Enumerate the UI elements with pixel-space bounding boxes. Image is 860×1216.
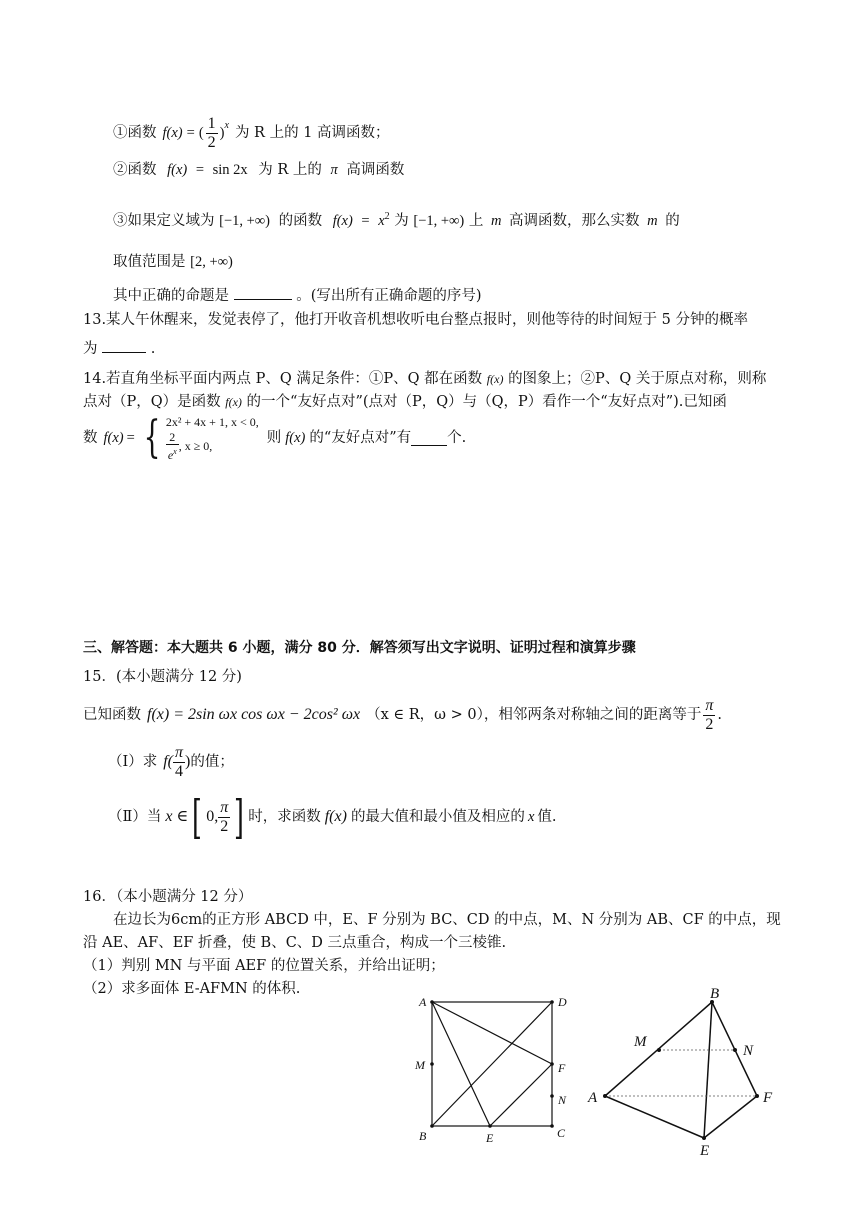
pyramid-figure (580, 980, 790, 1160)
q16-line-1: 在边长为6cm的正方形 ABCD 中，E、F 分别为 BC、CD 的中点，M、N 分别为 AB、CF 的中点，现 (113, 912, 781, 928)
x-base: x (378, 212, 385, 229)
q15-part-1-prefix: （Ⅰ）求 (108, 754, 158, 770)
equals: = (361, 212, 370, 229)
q13-line1: 13.某人午休醒来，发觉表停了，他打开收音机想收听电台整点报时，则他等待的时间短于 5 分钟的概率 (83, 312, 748, 328)
label-C: C (557, 1126, 566, 1140)
fraction-numerator: π (705, 696, 714, 714)
label-B: B (710, 986, 720, 1002)
label-F: F (558, 1061, 566, 1075)
label-B: B (419, 1129, 427, 1143)
point-D (550, 1000, 554, 1004)
q14-line3 (83, 414, 466, 462)
point-B (430, 1124, 434, 1128)
bracket-close: ] (234, 790, 245, 844)
sin2x-expr: sin 2x (212, 162, 248, 178)
item-3-text-e: 高调函数，那么实数 (509, 212, 640, 229)
cases-brace: { (143, 412, 161, 463)
piecewise-cases (166, 414, 259, 462)
label-M: M (415, 1058, 425, 1072)
item-2-prefix: ②函数 (113, 162, 157, 178)
edge-BE (704, 1002, 712, 1138)
item-3-range-label: 取值范围是 (113, 254, 186, 270)
item-3-prefix: ③如果定义域为 (113, 212, 215, 229)
pi-over-2 (703, 697, 715, 734)
q14-line3-d: 个. (447, 430, 467, 446)
interval-start: 0, (206, 808, 219, 825)
q13-prefix: 为 (83, 341, 98, 357)
fx-expr: f(x) (167, 162, 188, 178)
fraction-denominator: 4 (175, 762, 184, 780)
fx-expr: f(x) (162, 125, 183, 141)
square-figure (405, 990, 585, 1150)
item-2-middle: 为 R 上的 (258, 162, 322, 178)
domain-interval: [−1, +∞) (219, 212, 270, 229)
item-1-prefix: ①函数 (113, 125, 157, 141)
fraction-denominator: 2 (207, 133, 216, 151)
case-1: 2x² + 4x + 1, x < 0, (165, 415, 259, 429)
equals: = (126, 430, 135, 446)
x-in: x ∈ (165, 808, 189, 825)
point-M (430, 1062, 434, 1066)
fraction-denominator: 2 (705, 715, 714, 733)
label-E: E (700, 1143, 710, 1159)
fx-expr: f(x) (103, 430, 124, 446)
segment-BD (432, 1002, 552, 1126)
point-C (550, 1124, 554, 1128)
segment-EF (490, 1064, 552, 1126)
two-over-ex (166, 430, 179, 462)
item-3-text-c: 为 (394, 212, 409, 229)
f-open: f( (163, 753, 174, 770)
q14-line1-a: 14.若直角坐标平面内两点 P、Q 满足条件：①P、Q 都在函数 (83, 371, 483, 387)
f-close: ) (185, 753, 191, 770)
label-M: M (634, 1034, 647, 1050)
point-M (657, 1048, 661, 1052)
fraction-numerator: 1 (207, 114, 216, 132)
q16-line-4: （2）求多面体 E-AFMN 的体积. (83, 981, 301, 997)
exponent-x: x (173, 447, 177, 456)
q14-line1-b: 的图象上；②P、Q 关于原点对称，则称 (508, 371, 767, 387)
case-2-condition: , x ≥ 0, (178, 439, 213, 453)
label-F: F (763, 1090, 773, 1106)
point-A (603, 1094, 607, 1098)
q15-title: 15．(本小题满分 12 分) (83, 669, 242, 685)
item-3-text-d: 上 (468, 212, 484, 229)
item-3-range (113, 252, 233, 272)
fx-expr: f(x) (225, 395, 242, 409)
fraction-numerator: π (220, 798, 229, 816)
paren-close: ) (219, 125, 225, 141)
q14-line2 (83, 392, 727, 412)
label-N: N (743, 1043, 754, 1059)
range-interval: [2, +∞) (190, 254, 233, 270)
e-base: e (167, 448, 174, 462)
bracket-open: [ (192, 790, 203, 844)
answer-blank (234, 285, 292, 300)
fx-expr: f(x) (285, 430, 306, 446)
edge-AE (605, 1096, 704, 1138)
label-D: D (558, 995, 567, 1009)
q16-line-2: 沿 AE、AF、EF 折叠，使 B、C、D 三点重合，构成一个三棱锥. (83, 935, 507, 951)
q14-line3-a: 数 (83, 430, 98, 446)
fx-expr: f(x) (486, 372, 504, 386)
fraction-numerator: 2 (166, 430, 179, 445)
answer-blank (411, 431, 447, 446)
item-3-text-f: 的 (665, 212, 680, 229)
item-2-suffix: 高调函数 (346, 162, 405, 178)
point-E (702, 1136, 706, 1140)
point-F (550, 1062, 554, 1066)
q14-line3-c: 的“友好点对”有 (309, 430, 412, 446)
segment-AE (432, 1002, 490, 1126)
edge-EF (704, 1096, 757, 1138)
item-3 (113, 207, 680, 231)
label-E: E (486, 1131, 494, 1145)
item-1-suffix: 为 R 上的 1 高调函数； (234, 125, 390, 141)
point-N (550, 1094, 554, 1098)
item-1 (113, 113, 390, 153)
pi-over-4 (173, 744, 185, 781)
label-A: A (419, 995, 427, 1009)
q15-part-2-text-c: 的最大值和最小值及相应的 (350, 809, 525, 825)
fx-expr: f(x) (332, 212, 353, 229)
point-N (733, 1048, 737, 1052)
fraction-denominator (166, 445, 179, 462)
q15-part-2-suffix: 值. (537, 809, 557, 825)
period: . (717, 707, 722, 723)
correct-propositions-suffix: 。(写出所有正确命题的序号) (296, 288, 482, 304)
q15-function-expr: f(x) = 2sin ωx cos ωx − 2cos² ωx (147, 706, 361, 723)
q15-statement (83, 695, 722, 735)
q16-title: 16．（本小题满分 12 分） (83, 889, 253, 905)
q15-stmt-prefix: 已知函数 (83, 707, 141, 723)
x-variable: x (527, 809, 535, 825)
correct-propositions-prefix: 其中正确的命题是 (113, 288, 229, 304)
q14-line3-b: 则 (266, 430, 282, 446)
label-A: A (588, 1090, 598, 1106)
item-3-text-b: 的函数 (278, 212, 323, 229)
correct-propositions-line (113, 285, 482, 306)
q15-part-1 (108, 742, 234, 782)
equals: = (195, 162, 205, 178)
q14-line2-b: 的一个“友好点对”(点对（P，Q）与（Q，P）看作一个“友好点对”).已知函 (246, 394, 727, 410)
q13-suffix: . (150, 341, 156, 357)
q14-line1 (83, 369, 766, 389)
item-2 (113, 160, 404, 180)
point-E (488, 1124, 492, 1128)
segment-AF (432, 1002, 552, 1064)
domain-interval: [−1, +∞) (413, 212, 465, 229)
label-N: N (558, 1093, 567, 1107)
case-2 (166, 430, 259, 462)
point-F (755, 1094, 759, 1098)
m-variable: m (490, 212, 502, 229)
q15-part-2-text-b: 时，求函数 (248, 809, 321, 825)
section-3-heading: 三、解答题：本大题共 6 小题，满分 80 分．解答须写出文字说明、证明过程和演算步骤 (83, 640, 636, 656)
q15-part-2 (108, 790, 557, 844)
fraction-denominator: 2 (220, 817, 229, 835)
q15-part-2-prefix: （Ⅱ）当 (108, 809, 162, 825)
equals: = (186, 125, 195, 141)
q13-line2 (83, 338, 155, 359)
pi-symbol: π (330, 162, 338, 178)
pi-over-2 (218, 799, 230, 836)
fx-expr: f(x) (324, 808, 347, 825)
exponent-x: x (224, 120, 229, 131)
point-A (430, 1000, 434, 1004)
fraction-numerator: π (175, 743, 184, 761)
m-variable: m (647, 212, 658, 229)
paren-open: ( (198, 125, 204, 141)
answer-blank (102, 338, 146, 353)
q14-line2-a: 点对（P，Q）是函数 (83, 394, 221, 410)
q16-line-3: （1）判别 MN 与平面 AEF 的位置关系，并给出证明； (83, 958, 445, 974)
square-exponent: 2 (384, 211, 390, 222)
q15-part-1-suffix: 的值； (190, 754, 234, 770)
half-fraction (206, 115, 218, 152)
q15-condition: （x ∈ R，ω > 0），相邻两条对称轴之间的距离等于 (366, 707, 702, 723)
